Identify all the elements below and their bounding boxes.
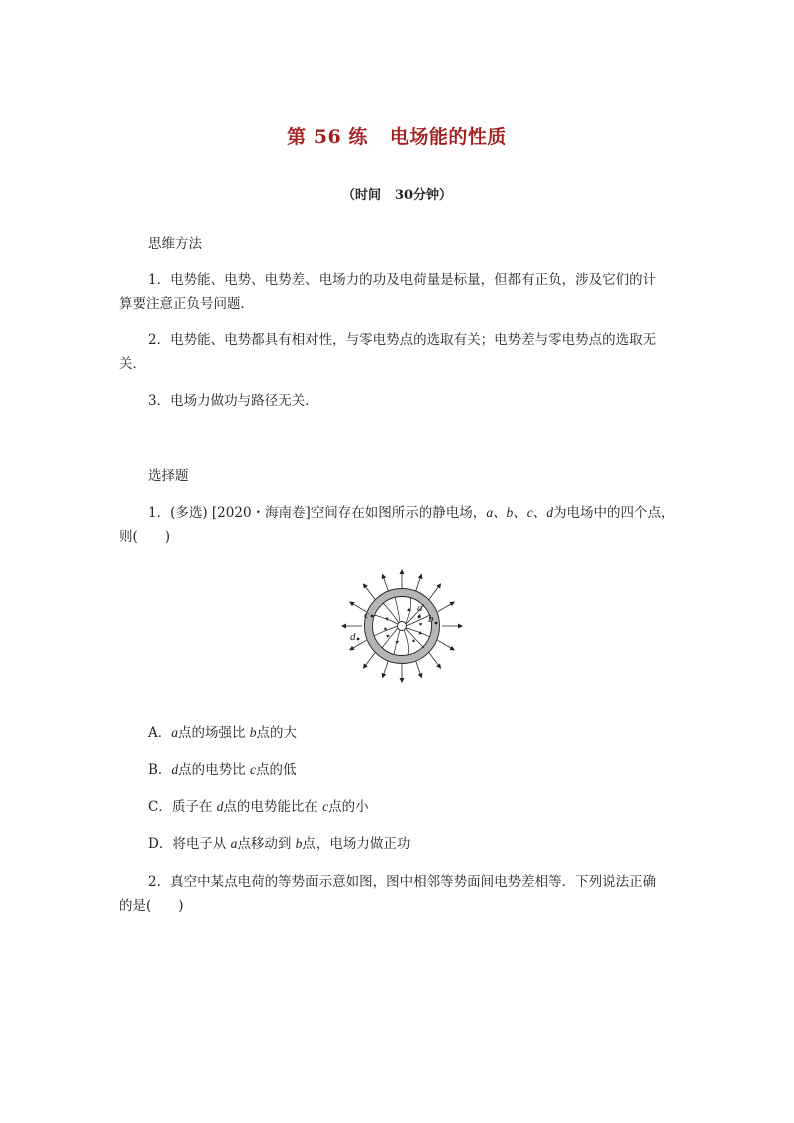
option-a-var1: a xyxy=(171,725,178,740)
q1-points: a、b、c、d xyxy=(486,505,554,520)
question-2-line1: 2．真空中某点电荷的等势面示意如图，图中相邻等势面间电势差相等．下列说法正确 xyxy=(148,874,657,890)
method-3: 3．电场力做功与路径无关． xyxy=(148,393,319,409)
point-b xyxy=(435,622,438,625)
q1-suffix: 为电场中的四个点， xyxy=(553,505,675,521)
page-title xyxy=(0,122,794,149)
q1-prefix: 1．(多选) [2020・海南卷]空间存在如图所示的静电场， xyxy=(148,505,487,521)
electric-field-figure xyxy=(340,568,464,684)
label-a: a xyxy=(417,602,423,614)
question-2-line2: 的是( ) xyxy=(119,898,184,914)
option-b-var2: c xyxy=(249,762,256,777)
title-sub: 电场能的性质 xyxy=(389,126,507,148)
point-a xyxy=(418,616,421,619)
option-b[interactable] xyxy=(148,758,296,778)
option-c-suffix: 点的小 xyxy=(328,799,369,815)
method-1-line1: 1．电势能、电势、电势差、电场力的功及电荷量是标量，但都有正负，涉及它们的计 xyxy=(148,272,657,288)
point-c xyxy=(371,615,374,618)
option-c-prefix: C．质子在 xyxy=(148,799,217,815)
option-b-var1: d xyxy=(171,762,179,777)
question-1-line2: 则( ) xyxy=(119,529,171,545)
option-b-suffix: 点的低 xyxy=(255,762,297,778)
option-a[interactable] xyxy=(148,721,297,741)
time-label: （时间 xyxy=(341,188,381,203)
option-d-var2: b xyxy=(295,836,303,851)
title-main: 第 56 练 xyxy=(287,126,368,148)
option-d-prefix: D．将电子从 xyxy=(148,836,231,852)
point-d xyxy=(357,638,360,641)
method-2-line1: 2．电势能、电势都具有相对性，与零电势点的选取有关；电势差与零电势点的选取无 xyxy=(148,332,657,348)
time-value: 30分钟） xyxy=(394,188,453,203)
option-a-suffix: 点的大 xyxy=(256,725,298,741)
methods-heading: 思维方法 xyxy=(148,236,202,252)
option-d-mid: 点移动到 xyxy=(237,836,296,852)
time-limit xyxy=(0,184,794,203)
option-c[interactable] xyxy=(148,795,369,815)
question-1-line1 xyxy=(148,501,675,521)
inner-conductor xyxy=(398,622,407,631)
label-d: d xyxy=(350,631,356,643)
option-c-var2: c xyxy=(322,799,329,814)
option-d-var1: a xyxy=(230,836,238,851)
method-2-line2: 关． xyxy=(119,356,146,372)
method-1-line2: 算要注意正负号问题． xyxy=(119,296,254,312)
choice-heading: 选择题 xyxy=(148,468,189,484)
label-b: b xyxy=(428,613,434,625)
option-c-mid: 点的电势能比在 xyxy=(223,799,323,815)
option-d[interactable] xyxy=(148,832,410,852)
option-a-var2: b xyxy=(249,725,257,740)
option-c-var1: d xyxy=(216,799,224,814)
label-c: c xyxy=(364,609,369,621)
option-a-prefix: A． xyxy=(148,725,172,741)
option-d-suffix: 点，电场力做正功 xyxy=(302,836,411,852)
option-b-mid: 点的电势比 xyxy=(178,762,250,778)
option-a-mid: 点的场强比 xyxy=(178,725,250,741)
option-b-prefix: B． xyxy=(148,762,172,778)
